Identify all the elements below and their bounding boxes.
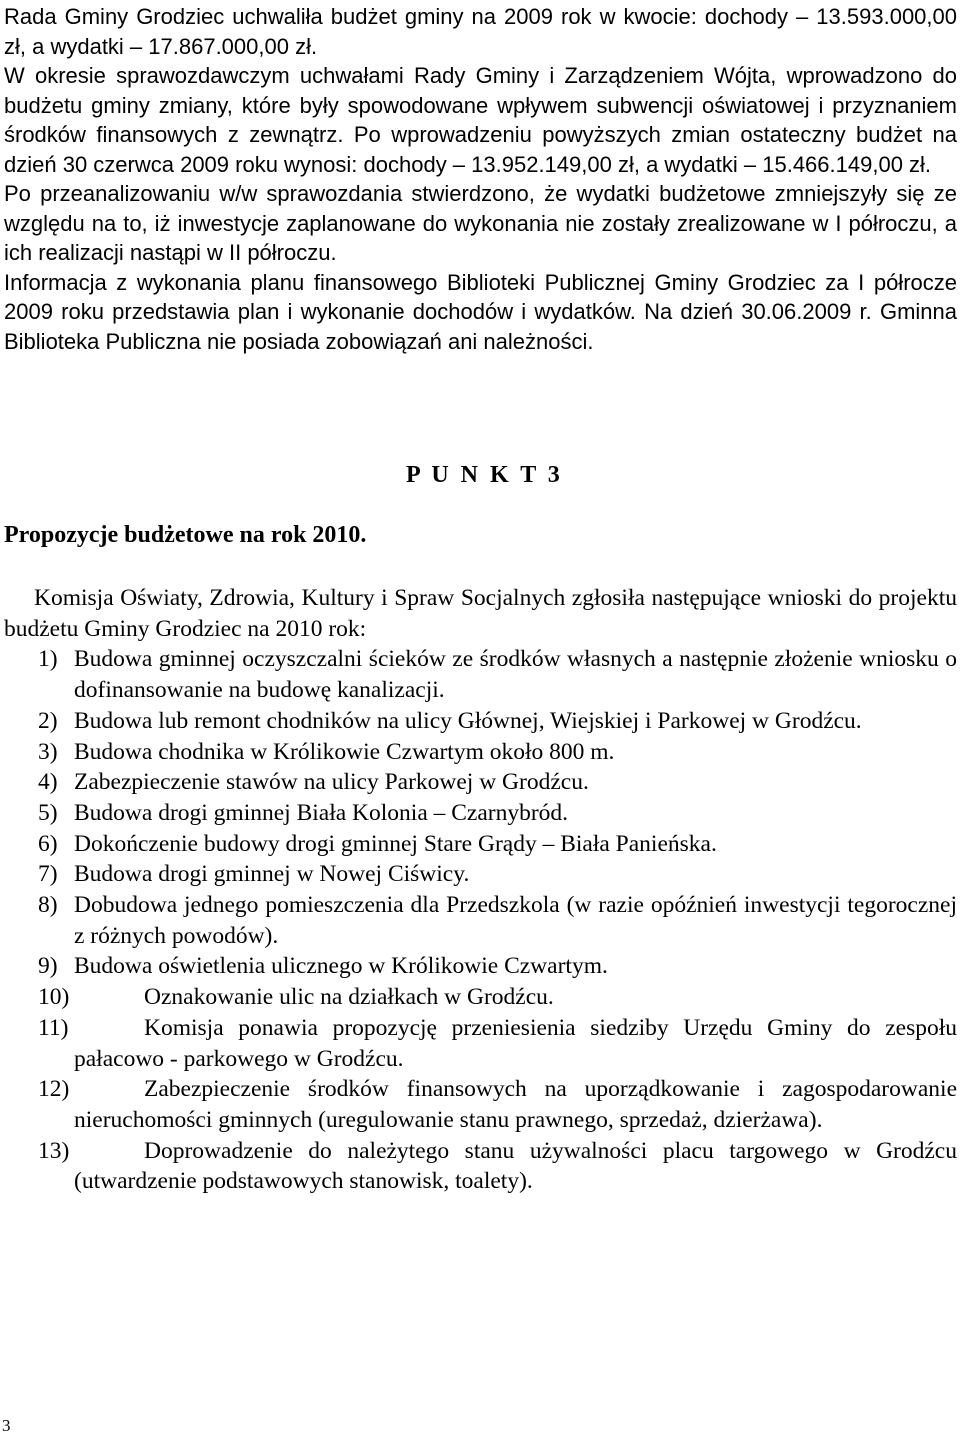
- list-item: [4, 829, 957, 860]
- list-item-number: 13): [38, 1137, 70, 1164]
- list-item: [4, 890, 957, 951]
- list-item-text: Budowa chodnika w Królikowie Czwartym około 800 m.: [74, 738, 615, 765]
- list-item: [4, 706, 957, 737]
- list-item: [4, 644, 957, 705]
- list-item-text: Budowa drogi gminnej w Nowej Ciświcy.: [74, 861, 470, 888]
- budget-adopted-paragraph: Rada Gminy Grodziec uchwaliła budżet gminy na 2009 rok w kwocie: dochody – 13.593.000,00 zł, a wydatki – 17.867.000,00 zł.: [4, 4, 957, 59]
- list-item-number: 6): [38, 830, 58, 857]
- list-item-text: Dobudowa jednego pomieszczenia dla Przedszkola (w razie opóźnień inwestycji tegorocznej z różnych powodów).: [74, 892, 957, 949]
- budget-report-section: [4, 2, 957, 356]
- list-item: [4, 798, 957, 829]
- proposals-list: [4, 644, 957, 1197]
- list-item-number: 12): [38, 1076, 70, 1103]
- list-item-text: Dokończenie budowy drogi gminnej Stare Grądy – Biała Panieńska.: [74, 830, 717, 857]
- list-item-number: 3): [38, 738, 58, 765]
- list-item-number: 4): [38, 769, 58, 796]
- list-item-number: 11): [38, 1014, 69, 1041]
- page-number: 3: [2, 1416, 11, 1435]
- list-item-text: Komisja ponawia propozycję przeniesienia siedziby Urzędu Gminy do zespołu pałacowo - parkowego w Grodźcu.: [74, 1014, 957, 1072]
- list-item-text: Budowa lub remont chodników na ulicy Głównej, Wiejskiej i Parkowej w Grodźcu.: [74, 707, 862, 734]
- list-item-number: 2): [38, 707, 58, 734]
- list-item-text: Budowa gminnej oczyszczalni ścieków ze środków własnych a następnie złożenie wniosku o dofinansowanie na budowę kanalizacji.: [74, 646, 957, 704]
- list-item-number: 5): [38, 799, 58, 826]
- library-report-paragraph: Informacja z wykonania planu finansowego Biblioteki Publicznej Gminy Grodziec za I półrocze 2009 roku przedstawia plan i wykonanie dochodów i wydatków. Na dzień 30.06.2009 r. Gminna Biblioteka Publiczna nie posiada zobowiązań ani należności.: [4, 269, 957, 354]
- list-item: [4, 951, 957, 982]
- list-item-text: Budowa oświetlenia ulicznego w Królikowie Czwartym.: [74, 953, 608, 980]
- list-item-text: Zabezpieczenie stawów na ulicy Parkowej w Grodźcu.: [74, 769, 589, 796]
- list-item-text: Oznakowanie ulic na działkach w Grodźcu.: [144, 984, 554, 1011]
- list-item: [4, 767, 957, 798]
- list-item-text: Doprowadzenie do należytego stanu używalności placu targowego w Grodźcu (utwardzenie podstawowych stanowisk, toalety).: [74, 1137, 957, 1195]
- list-item-number: 9): [38, 953, 58, 980]
- list-item: [4, 1136, 957, 1197]
- proposal-title: Propozycje budżetowe na rok 2010.: [4, 522, 367, 548]
- list-item: [4, 1013, 957, 1074]
- list-item: [4, 1074, 957, 1135]
- proposals-section: [4, 583, 957, 1197]
- budget-changes-paragraph: W okresie sprawozdawczym uchwałami Rady Gminy i Zarządzeniem Wójta, wprowadzono do budżetu gminy zmiany, które były spowodowane wpływem subwencji oświatowej i przyznaniem środków finansowych z zewnątrz. Po wprowadzeniu powyższych zmian ostateczny budżet na dzień 30 czerwca 2009 roku wynosi: dochody – 13.952.149,00 zł, a wydatki – 15.466.149,00 zł.: [4, 63, 957, 177]
- list-item: [4, 737, 957, 768]
- list-item-number: 1): [38, 646, 58, 673]
- expenditure-analysis-paragraph: Po przeanalizowaniu w/w sprawozdania stwierdzono, że wydatki budżetowe zmniejszyły się ze względu na to, iż inwestycje zaplanowane do wykonania nie zostały zrealizowane w I półroczu, a ich realizacji nastąpi w II półroczu.: [4, 181, 957, 265]
- list-item-number: 10): [38, 984, 70, 1011]
- list-item-number: 7): [38, 861, 58, 888]
- list-item-text: Budowa drogi gminnej Biała Kolonia – Czarnybród.: [74, 799, 569, 826]
- list-item-number: 8): [38, 892, 58, 919]
- list-item-text: Zabezpieczenie środków finansowych na uporządkowanie i zagospodarowanie nieruchomości gminnych (uregulowanie stanu prawnego, sprzedaż, dzierżawa).: [74, 1076, 957, 1133]
- list-item: [4, 859, 957, 890]
- section-heading: P U N K T 3: [406, 462, 563, 488]
- proposals-intro: Komisja Oświaty, Zdrowia, Kultury i Spraw Socjalnych zgłosiła następujące wnioski do projektu budżetu Gminy Grodziec na 2010 rok:: [4, 585, 957, 642]
- list-item: [4, 982, 957, 1013]
